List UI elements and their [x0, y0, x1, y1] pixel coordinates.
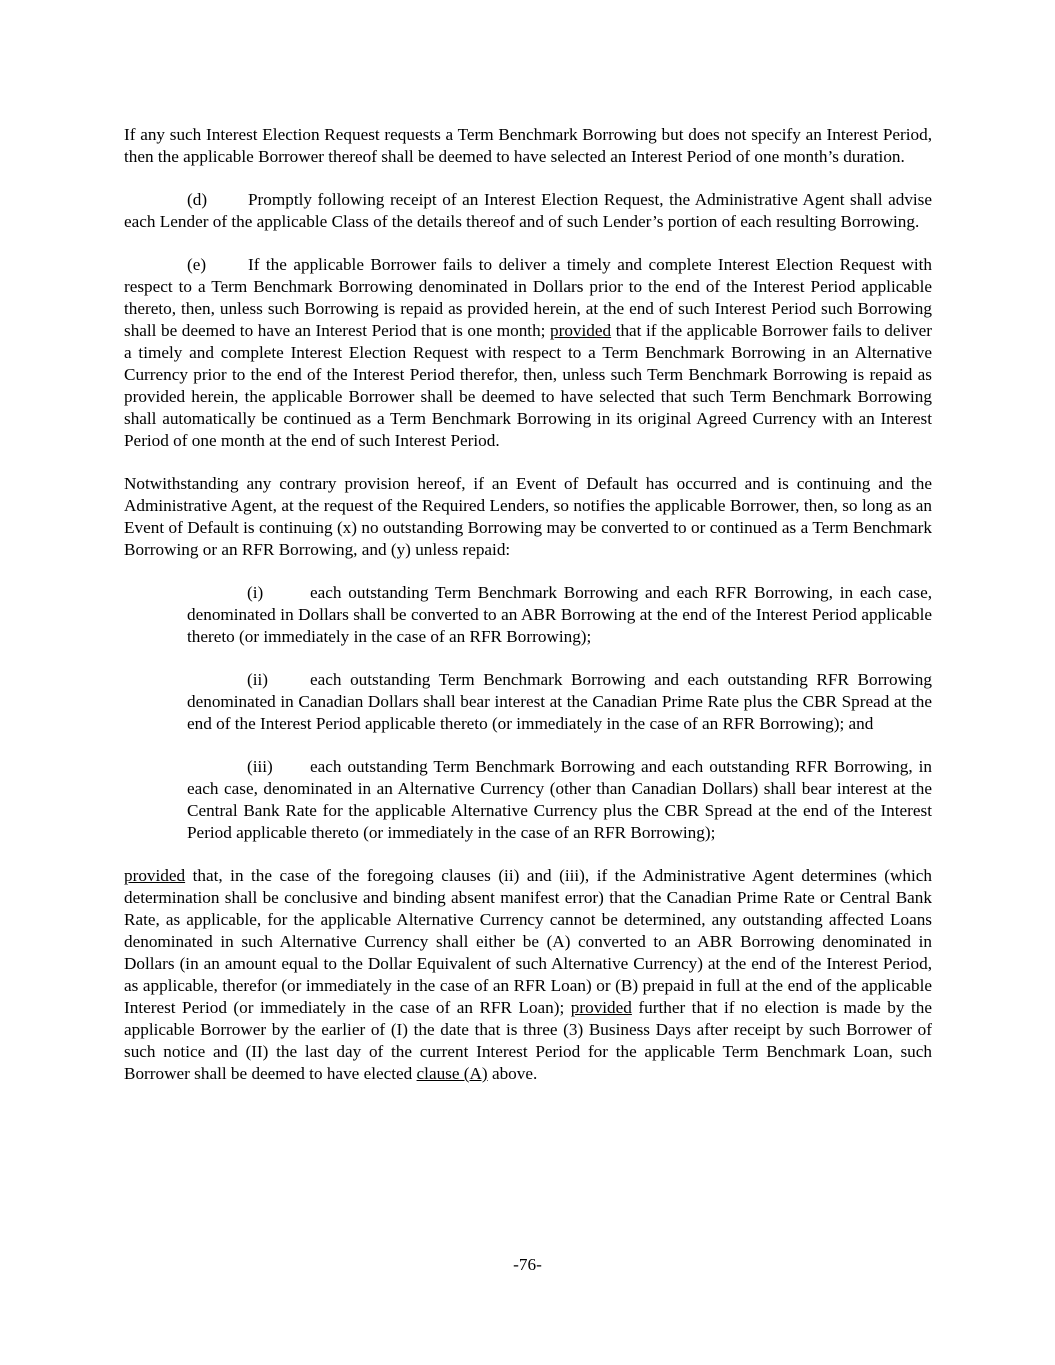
- paragraph-d: [124, 189, 932, 233]
- paragraph-e: [124, 254, 932, 452]
- clause-iii: [187, 756, 932, 844]
- paragraph-notwithstanding: Notwithstanding any contrary provision hereof, if an Event of Default has occurred and is continuing and the Administrative Agent, at the request of the Required Lenders, so notifies the applicable Borrower, then, so long as an Event of Default is continuing (x) no outstanding Borrowing may be converted to or continued as a Term Benchmark Borrowing or an RFR Borrowing, and (y) unless repaid:: [124, 474, 932, 559]
- paragraph-text: that, in the case of the foregoing clauses (ii) and (iii), if the Administrative Agent determines (which determination shall be conclusive and binding absent manifest error) that the Canadian Prime Rate or Central Bank Rate, as applicable, for the applicable Alternative Currency cannot be determined, any outstanding affected Loans denominated in such Alternative Currency shall either be (A) converted to an ABR Borrowing denominated in Dollars (in an amount equal to the Dollar Equivalent of such Alternative Currency) at the end of the Interest Period, as applicable, therefor (or immediately in the case of an RFR Loan) or (B) prepaid in full at the end of the applicable Interest Period (or immediately in the case of an RFR Loan);: [124, 866, 932, 1017]
- paragraph-text: above.: [491, 1064, 538, 1083]
- clause-text: each outstanding Term Benchmark Borrowing and each RFR Borrowing, in each case, denominated in Dollars shall be converted to an ABR Borrowing at the end of the Interest Period applicable thereto (or immediately in the case of an RFR Borrowing);: [187, 583, 932, 646]
- clause-label: (iii): [247, 757, 273, 776]
- clause-text: each outstanding Term Benchmark Borrowing and each outstanding RFR Borrowing denominated in Canadian Dollars shall bear interest at the Canadian Prime Rate plus the CBR Spread at the end of the Interest Period applicable thereto (or immediately in the case of an RFR Borrowing); and: [187, 670, 932, 733]
- clause-text: each outstanding Term Benchmark Borrowing and each outstanding RFR Borrowing, in each case, denominated in an Alternative Currency (other than Canadian Dollars) shall bear interest at the Central Bank Rate for the applicable Alternative Currency plus the CBR Spread at the end of the Interest Period applicable thereto (or immediately in the case of an RFR Borrowing);: [187, 757, 932, 842]
- clause-ii: [187, 669, 932, 735]
- paragraph-text: If the applicable Borrower fails to deliver a timely and complete Interest Election Request with respect to a Term Benchmark Borrowing denominated in Dollars prior to the end of the Interest Period applicable thereto, then, unless such Borrowing is repaid as provided herein, at the end of such Interest Period such Borrowing shall be deemed to have an Interest Period that is one month;: [124, 255, 932, 340]
- paragraph-interest-period-default: If any such Interest Election Request requests a Term Benchmark Borrowing but does not specify an Interest Period, then the applicable Borrower thereof shall be deemed to have selected an Interest Period of one month’s duration.: [124, 125, 932, 166]
- paragraph-label: (d): [187, 190, 208, 209]
- provided-underline: provided: [550, 321, 612, 340]
- paragraph-provided: [124, 865, 932, 1085]
- clause-label: (ii): [247, 670, 268, 689]
- provided-underline: provided: [570, 998, 632, 1017]
- clause-label: (i): [247, 583, 264, 602]
- provided-underline: provided: [124, 866, 186, 885]
- paragraph-label: (e): [187, 255, 207, 274]
- paragraph-text: further that if no election is made by the applicable Borrower by the earlier of (I) the date that is three (3) Business Days after receipt by such Borrower of such notice and (II) the last day of the current Interest Period for the applicable Term Benchmark Loan, such Borrower shall be deemed to have elected: [124, 998, 932, 1083]
- paragraph-text: Promptly following receipt of an Interest Election Request, the Administrative Agent shall advise each Lender of the applicable Class of the details thereof and of such Lender’s portion of each resulting Borrowing.: [124, 190, 932, 231]
- page-number: -76-: [513, 1255, 542, 1274]
- clause-a-reference: clause (A): [416, 1064, 488, 1083]
- paragraph-text: that if the applicable Borrower fails to deliver a timely and complete Interest Election Request with respect to a Term Benchmark Borrowing in an Alternative Currency prior to the end of the Interest Period therefor, then, unless such Term Benchmark Borrowing is repaid as provided herein, the applicable Borrower shall be deemed to have selected that such Term Benchmark Borrowing shall automatically be continued as a Term Benchmark Borrowing in its original Agreed Currency with an Interest Period of one month at the end of such Interest Period.: [124, 321, 933, 450]
- clause-i: [187, 582, 932, 648]
- document-page: [124, 124, 932, 1106]
